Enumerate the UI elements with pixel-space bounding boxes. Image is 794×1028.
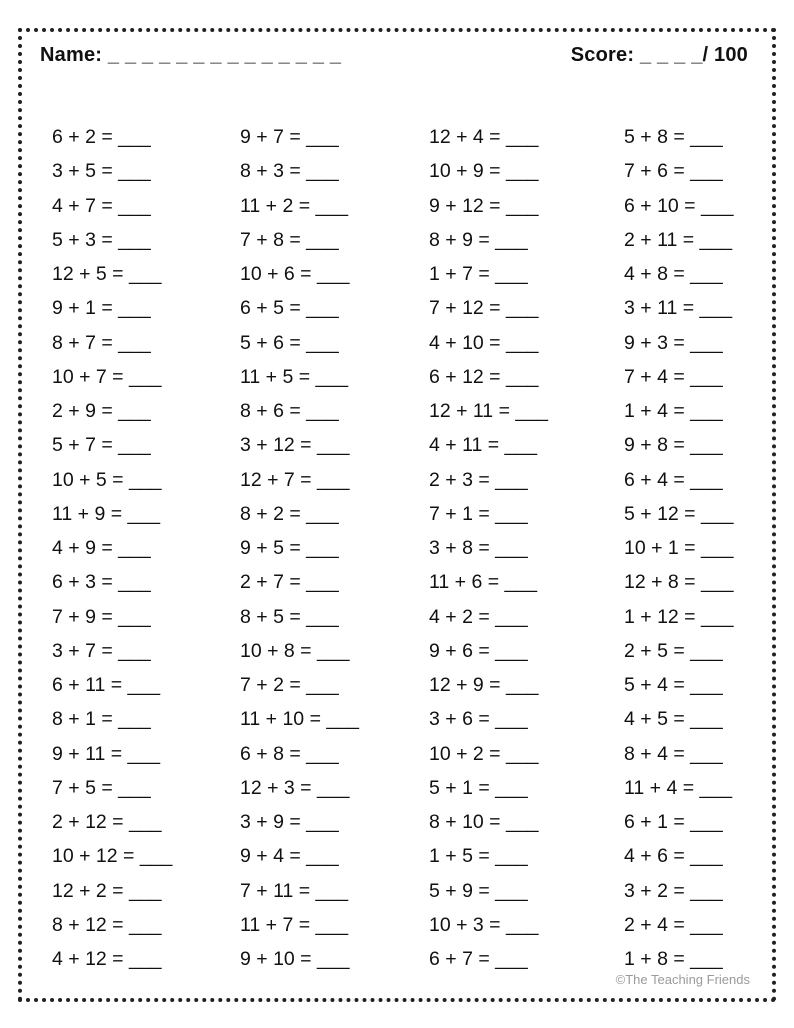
problem-column-1 [52,120,172,976]
addition-problem: 6 + 5 = ___ [240,297,339,320]
addition-problem: 11 + 10 = ___ [240,708,359,731]
addition-problem: 2 + 12 = ___ [52,811,162,833]
addition-problem: 10 + 5 = ___ [52,468,162,491]
addition-problem: 1 + 12 = ___ [624,605,734,628]
addition-problem: 11 + 4 = ___ [624,776,733,799]
addition-problem: 12 + 3 = ___ [240,776,350,799]
addition-problem: 3 + 11 = ___ [624,297,733,320]
addition-problem: 8 + 1 = ___ [52,708,151,731]
addition-problem: 9 + 7 = ___ [240,126,339,148]
addition-problem: 7 + 6 = ___ [624,160,723,183]
addition-problem: 5 + 6 = ___ [240,331,339,354]
addition-problem: 5 + 8 = ___ [624,126,723,148]
addition-problem: 8 + 12 = ___ [52,913,162,936]
addition-problem: 9 + 5 = ___ [240,537,339,559]
addition-problem: 5 + 7 = ___ [52,434,151,457]
addition-problem: 4 + 6 = ___ [624,845,723,868]
addition-problem: 3 + 9 = ___ [240,811,339,833]
addition-problem: 8 + 10 = ___ [429,811,539,833]
addition-problem: 12 + 9 = ___ [429,674,539,696]
copyright-credit: ©The Teaching Friends [615,972,750,987]
addition-problem: 9 + 12 = ___ [429,194,539,217]
addition-problem: 10 + 7 = ___ [52,365,162,388]
addition-problem: 7 + 4 = ___ [624,365,723,388]
addition-problem: 6 + 2 = ___ [52,126,151,148]
addition-problem: 2 + 11 = ___ [624,228,733,251]
addition-problem: 1 + 4 = ___ [624,400,723,422]
addition-problem: 7 + 1 = ___ [429,502,528,525]
addition-problem: 11 + 2 = ___ [240,194,349,217]
addition-problem: 4 + 12 = ___ [52,948,162,970]
addition-problem: 10 + 2 = ___ [429,742,539,765]
addition-problem: 8 + 2 = ___ [240,502,339,525]
addition-problem: 9 + 4 = ___ [240,845,339,868]
addition-problem: 11 + 5 = ___ [240,365,349,388]
addition-problem: 7 + 5 = ___ [52,776,151,799]
addition-problem: 2 + 7 = ___ [240,571,339,594]
addition-problem: 3 + 2 = ___ [624,879,723,902]
addition-problem: 5 + 12 = ___ [624,502,734,525]
addition-problem: 6 + 1 = ___ [624,811,723,833]
addition-problem: 10 + 9 = ___ [429,160,539,183]
addition-problem: 2 + 3 = ___ [429,468,528,491]
addition-problem: 7 + 9 = ___ [52,605,151,628]
addition-problem: 7 + 11 = ___ [240,879,349,902]
addition-problem: 10 + 3 = ___ [429,913,539,936]
addition-problem: 3 + 5 = ___ [52,160,151,183]
addition-problem: 7 + 12 = ___ [429,297,539,320]
addition-problem: 7 + 2 = ___ [240,674,339,696]
addition-problem: 6 + 8 = ___ [240,742,339,765]
addition-problem: 1 + 7 = ___ [429,263,528,285]
addition-problem: 2 + 4 = ___ [624,913,723,936]
addition-problem: 6 + 12 = ___ [429,365,539,388]
problem-column-4 [624,120,734,976]
addition-problem: 4 + 8 = ___ [624,263,723,285]
addition-problem: 5 + 1 = ___ [429,776,528,799]
addition-problem: 6 + 10 = ___ [624,194,734,217]
addition-problem: 3 + 7 = ___ [52,639,151,662]
addition-problem: 4 + 7 = ___ [52,194,151,217]
addition-problem: 11 + 6 = ___ [429,571,538,594]
addition-problem: 8 + 9 = ___ [429,228,528,251]
addition-problem: 1 + 5 = ___ [429,845,528,868]
addition-problem: 12 + 2 = ___ [52,879,162,902]
addition-problem: 5 + 3 = ___ [52,228,151,251]
addition-problem: 11 + 7 = ___ [240,913,349,936]
addition-problem: 4 + 2 = ___ [429,605,528,628]
addition-problem: 9 + 3 = ___ [624,331,723,354]
addition-problem: 10 + 6 = ___ [240,263,350,285]
addition-problem: 5 + 4 = ___ [624,674,723,696]
addition-problem: 3 + 12 = ___ [240,434,350,457]
addition-problem: 11 + 9 = ___ [52,502,161,525]
addition-problem: 12 + 11 = ___ [429,400,548,422]
addition-problem: 2 + 9 = ___ [52,400,151,422]
addition-problem: 8 + 4 = ___ [624,742,723,765]
addition-problem: 9 + 11 = ___ [52,742,161,765]
addition-problem: 12 + 7 = ___ [240,468,350,491]
score-field-label: Score: _ _ _ _/ 100 [570,44,748,66]
addition-problem: 10 + 12 = ___ [52,845,173,868]
name-field-label: Name: _ _ _ _ _ _ _ _ _ _ _ _ _ _ [40,44,342,66]
addition-problem: 8 + 5 = ___ [240,605,339,628]
addition-problem: 4 + 5 = ___ [624,708,723,731]
addition-problem: 3 + 8 = ___ [429,537,528,559]
addition-problem: 4 + 10 = ___ [429,331,539,354]
addition-problem: 12 + 5 = ___ [52,263,162,285]
problem-column-3 [429,120,548,976]
addition-problem: 8 + 3 = ___ [240,160,339,183]
addition-problem: 2 + 5 = ___ [624,639,723,662]
addition-problem: 6 + 3 = ___ [52,571,151,594]
addition-problem: 6 + 4 = ___ [624,468,723,491]
addition-problem: 9 + 8 = ___ [624,434,723,457]
addition-problem: 5 + 9 = ___ [429,879,528,902]
addition-problem: 9 + 1 = ___ [52,297,151,320]
addition-problem: 7 + 8 = ___ [240,228,339,251]
addition-problem: 8 + 6 = ___ [240,400,339,422]
addition-problem: 9 + 10 = ___ [240,948,350,970]
addition-problem: 12 + 4 = ___ [429,126,539,148]
addition-problem: 6 + 11 = ___ [52,674,161,696]
addition-problem: 8 + 7 = ___ [52,331,151,354]
addition-problem: 9 + 6 = ___ [429,639,528,662]
addition-problem: 4 + 11 = ___ [429,434,538,457]
addition-problem: 4 + 9 = ___ [52,537,151,559]
addition-problem: 10 + 8 = ___ [240,639,350,662]
problem-column-2 [240,120,359,976]
addition-problem: 6 + 7 = ___ [429,948,528,970]
addition-problem: 1 + 8 = ___ [624,948,723,970]
addition-problem: 12 + 8 = ___ [624,571,734,594]
addition-problem: 10 + 1 = ___ [624,537,734,559]
addition-problem: 3 + 6 = ___ [429,708,528,731]
